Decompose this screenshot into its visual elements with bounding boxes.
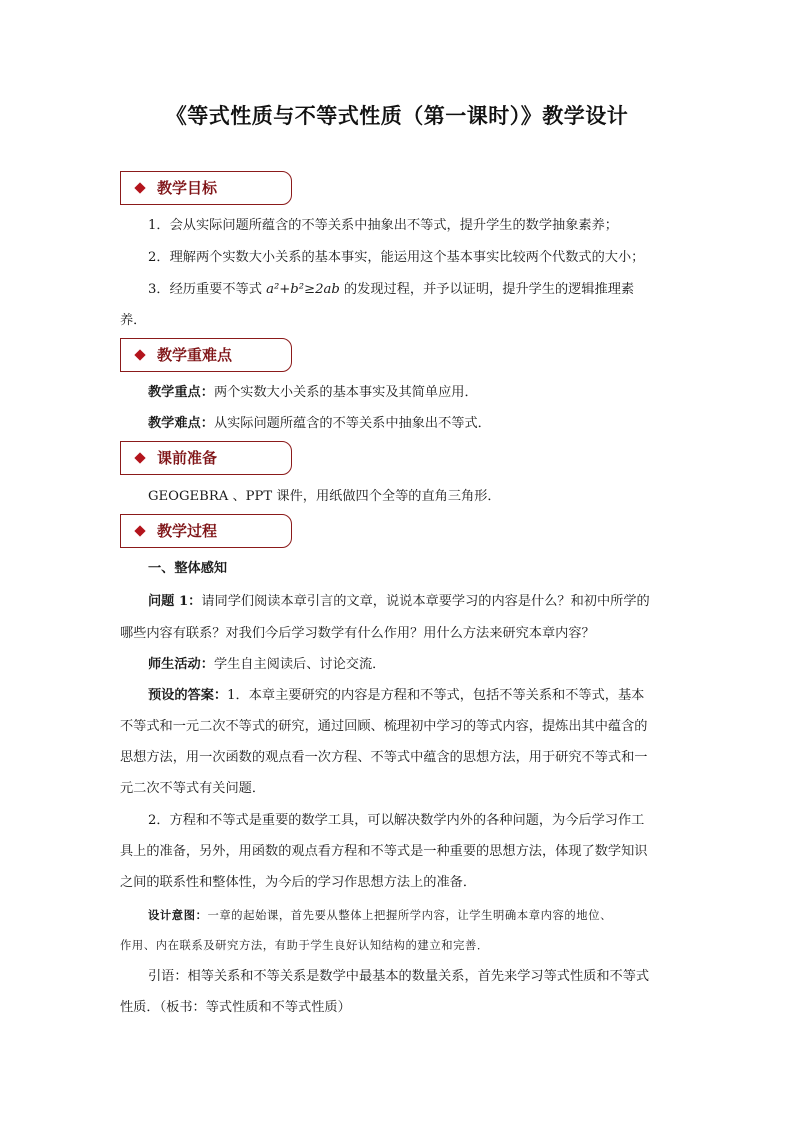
goal-3	[148, 280, 680, 300]
diamond-bullet-icon	[134, 182, 145, 193]
goal-1: 1．会从实际问题所蕴含的不等关系中抽象出不等式，提升学生的数学抽象素养；	[148, 218, 618, 233]
section-header-preparation	[120, 441, 292, 475]
section-header-teaching-process	[120, 514, 292, 548]
answer-line-4: 元二次不等式有关问题．	[120, 781, 266, 796]
goal-3-continued: 养．	[120, 313, 147, 328]
paragraph-2-line-1: 2．方程和不等式是重要的数学工具，可以解决数学内外的各种问题，为今后学习作工	[148, 813, 645, 828]
section-label: 教学过程	[157, 522, 218, 540]
question-1-line-2: 哪些内容有联系？对我们今后学习数学有什么作用？用什么方法来研究本章内容？	[120, 626, 595, 641]
answer-line-1	[148, 686, 680, 706]
diamond-bullet-icon	[134, 452, 145, 463]
design-intent-line-1	[148, 905, 680, 926]
process-heading: 一、整体感知	[148, 561, 228, 576]
preparation-text: GEOGEBRA 、PPT 课件，用纸做四个全等的直角三角形．	[148, 489, 501, 504]
answer-line-2: 不等式和一元二次不等式的研究，通过回顾、梳理初中学习的等式内容，提炼出其中蕴含的	[120, 719, 648, 734]
difficult-point-label: 教学难点：	[148, 416, 214, 431]
answer-text: 1．本章主要研究的内容是方程和不等式，包括不等关系和不等式，基本	[227, 688, 645, 703]
question-1-label: 问题 1：	[148, 594, 202, 609]
paragraph-2-line-3: 之间的联系性和整体性，为今后的学习作思想方法上的准备．	[120, 875, 477, 890]
diamond-bullet-icon	[134, 349, 145, 360]
section-header-teaching-goals	[120, 171, 292, 205]
activity-text: 学生自主阅读后、讨论交流．	[213, 657, 386, 672]
question-1-line-1	[148, 592, 680, 612]
section-label: 教学重难点	[157, 346, 233, 364]
intro-line-2: 性质．（板书：等式性质和不等式性质）	[120, 1000, 351, 1015]
key-point-label: 教学重点：	[148, 385, 214, 400]
document-title: 《等式性质与不等式性质（第一课时）》教学设计	[165, 104, 629, 128]
difficult-point	[148, 414, 680, 434]
goal-2: 2．理解两个实数大小关系的基本事实，能运用这个基本事实比较两个代数式的大小；	[148, 250, 645, 265]
difficult-point-text: 从实际问题所蕴含的不等关系中抽象出不等式．	[213, 416, 491, 431]
answer-line-3: 思想方法，用一次函数的观点看一次方程、不等式中蕴含的思想方法，用于研究不等式和一	[120, 750, 648, 765]
answer-label: 预设的答案：	[148, 688, 228, 703]
diamond-bullet-icon	[134, 525, 145, 536]
activity-line	[148, 655, 680, 675]
inequality-formula: a²+b²≥2ab	[266, 282, 340, 297]
paragraph-2-line-2: 具上的准备，另外，用函数的观点看方程和不等式是一种重要的思想方法，体现了数学知识	[120, 844, 648, 859]
design-intent-text: 一章的起始课，首先要从整体上把握所学内容，让学生明确本章内容的地位、	[207, 909, 612, 922]
section-label: 课前准备	[157, 449, 218, 467]
question-1-text: 请同学们阅读本章引言的文章，说说本章要学习的内容是什么？和初中所学的	[201, 594, 650, 609]
section-label: 教学目标	[157, 179, 218, 197]
activity-label: 师生活动：	[148, 657, 214, 672]
design-intent-label: 设计意图：	[148, 908, 208, 922]
key-point-text: 两个实数大小关系的基本事实及其简单应用．	[213, 385, 478, 400]
goal-3-suffix: 的发现过程，并予以证明，提升学生的逻辑推理素	[343, 282, 635, 297]
key-point	[148, 383, 680, 403]
design-intent-line-2: 作用、内在联系及研究方法，有助于学生良好认知结构的建立和完善．	[120, 939, 489, 952]
section-header-key-points	[120, 338, 292, 372]
goal-3-prefix: 3．经历重要不等式	[148, 282, 262, 297]
intro-line-1: 引语：相等关系和不等关系是数学中最基本的数量关系，首先来学习等式性质和不等式	[148, 969, 650, 984]
